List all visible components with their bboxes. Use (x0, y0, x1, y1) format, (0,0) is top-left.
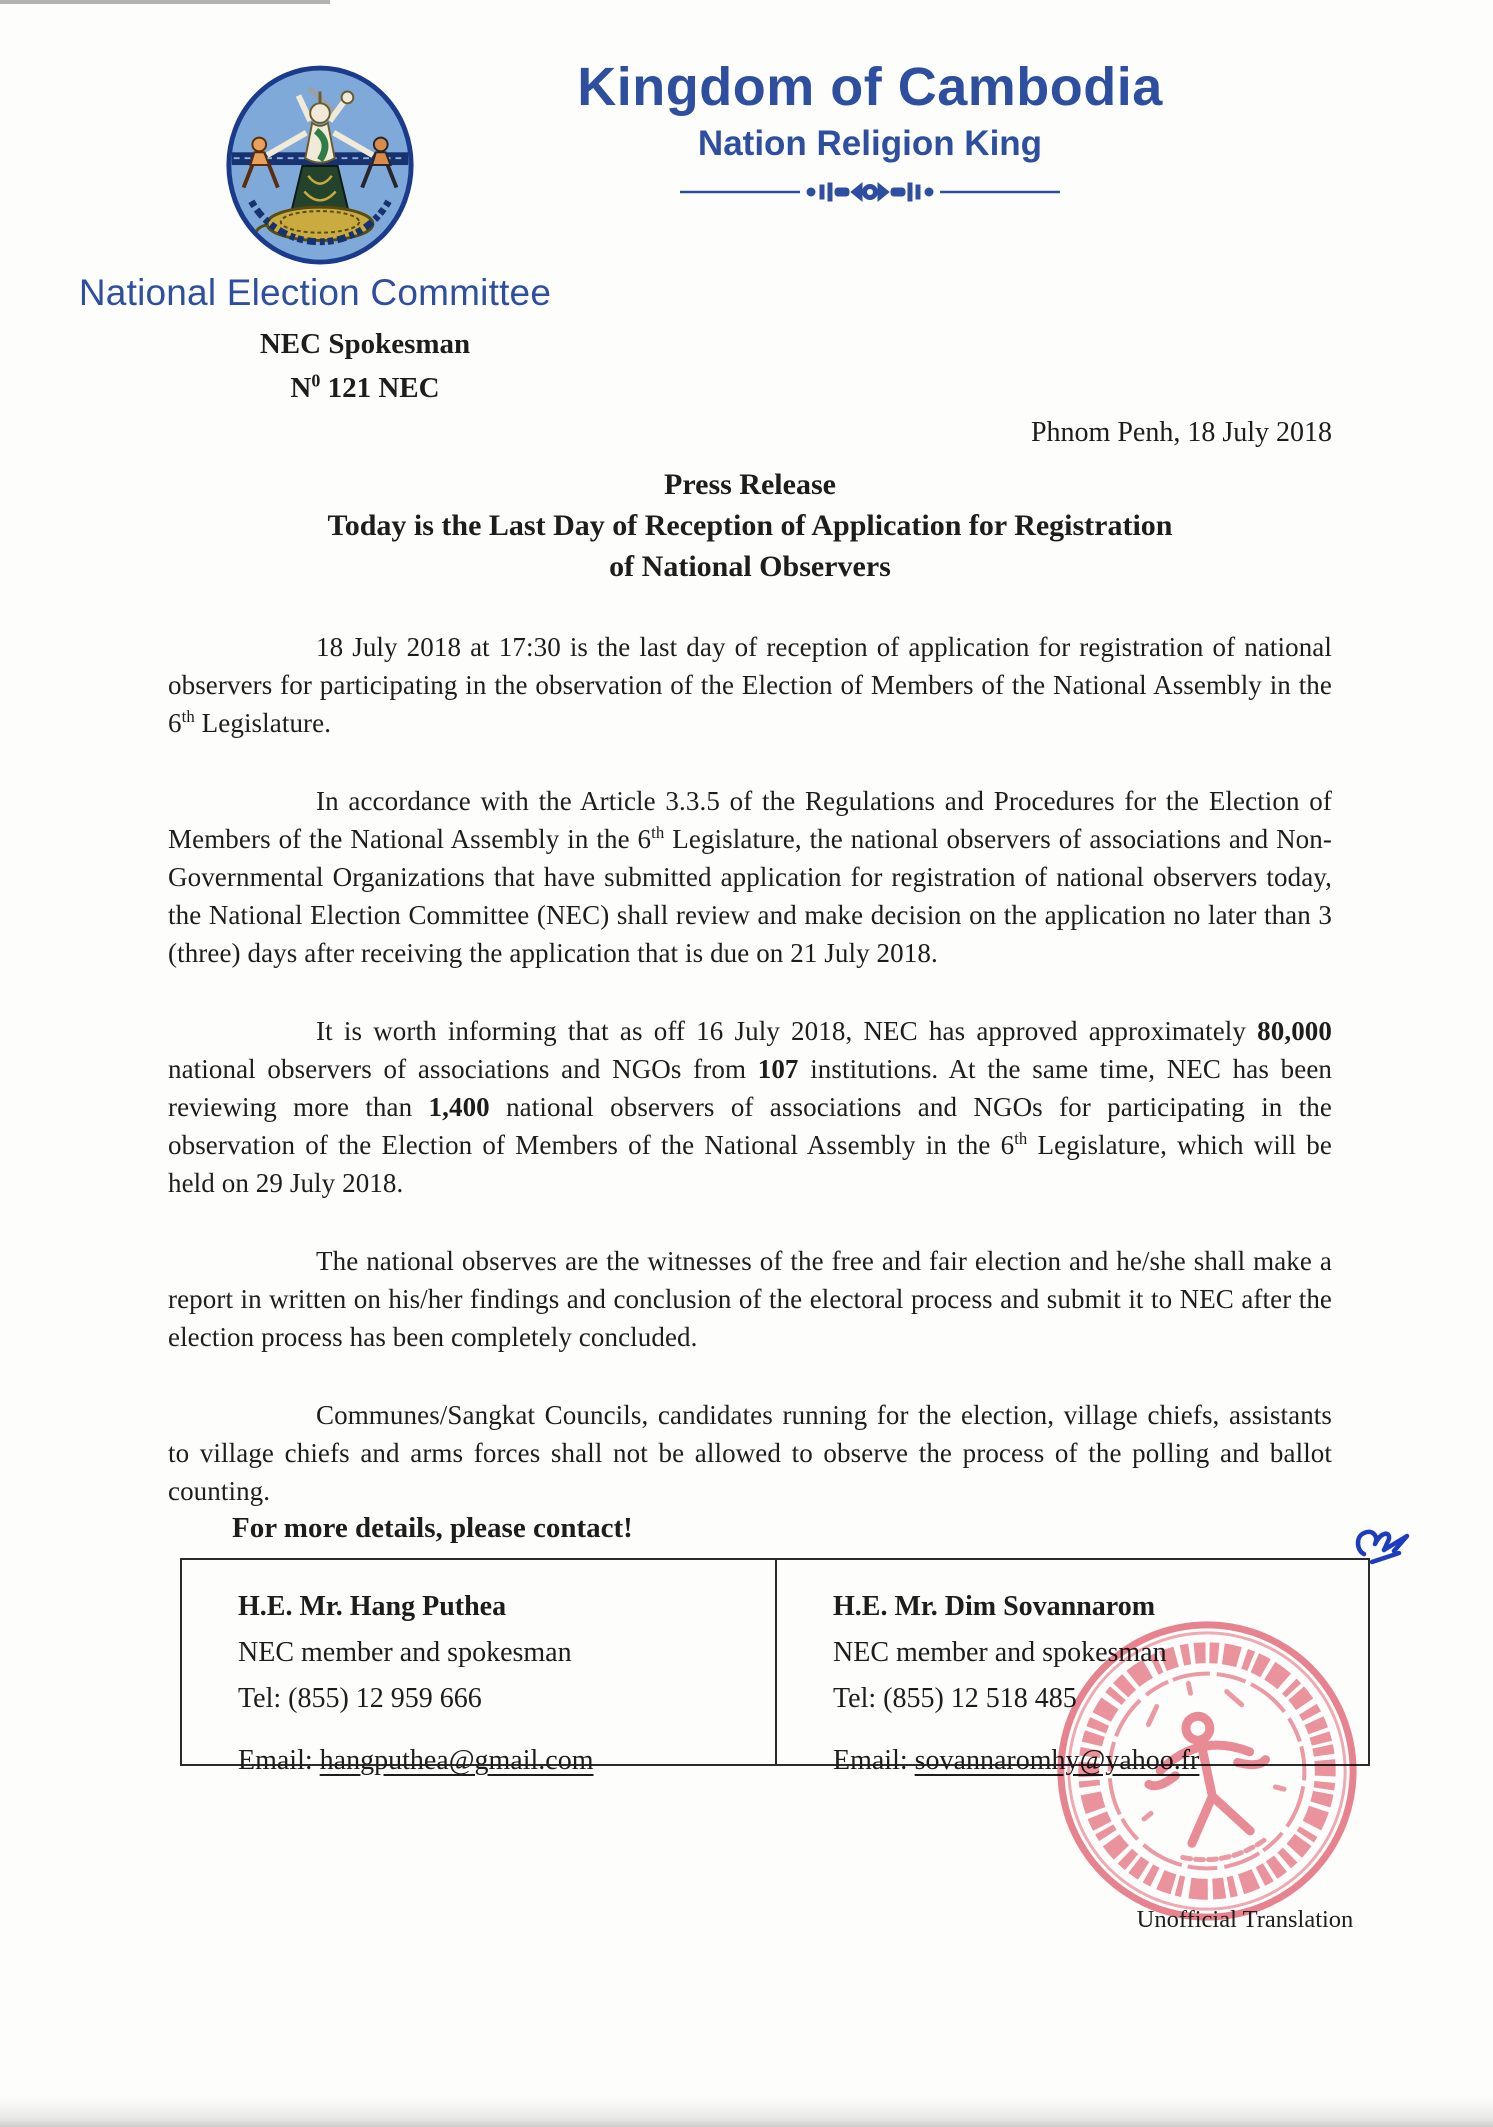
nec-emblem-icon (222, 64, 418, 270)
national-motto: Nation Religion King (697, 124, 1043, 163)
org-name: National Election Committee (78, 272, 552, 313)
contact-right-name: H.E. Mr. Dim Sovannarom (833, 1591, 1156, 1622)
dateline: Phnom Penh, 18 July 2018 (1030, 417, 1332, 448)
contact-right-role: NEC member and spokesman (833, 1637, 1167, 1668)
spokesman-line: NEC Spokesman (259, 328, 471, 360)
paragraph-5: Communes/Sangkat Councils, candidates running for the election, village chiefs, assistants to village chiefs and arms forces shall not be allowed to observe the process of the polling and ballot counting. (168, 1400, 1332, 1506)
kingdom-title: Kingdom of Cambodia (577, 57, 1163, 117)
ornamental-divider-icon (420, 180, 1320, 209)
reference-number: $N^0$ 121 NEC (290, 370, 440, 404)
scan-artifact-bottom (0, 2097, 1493, 2127)
scan-artifact-top (0, 0, 330, 4)
paragraph-4: The national observes are the witnesses of the free and fair election and he/she shall make a report in written on his/her findings and conclusion of the electoral process and submit it to NEC after the election process has been completely concluded. (168, 1246, 1332, 1352)
heading-line-3: of National Observers (609, 550, 891, 583)
heading-line-2: Today is the Last Day of Reception of Application for Registration (327, 509, 1173, 542)
email-address: hangputhea@gmail.com (319, 1745, 594, 1776)
contact-intro: For more details, please contact! (232, 1512, 633, 1544)
email-address: sovannaromhy@yahoo.fr (914, 1745, 1200, 1776)
handwritten-initials-icon (1350, 1516, 1422, 1574)
paragraph-3: It is worth informing that as off 16 July 2018, NEC has approved approximately 80,000 national observers of associations and NGOs from 107 institutions. At the same time, NEC has been reviewing more than 1,400 national observers of associations and NGOs for participating in the observation of the Election of Members of the National Assembly in the 6th Legislature, which will be held on 29 July 2018. (168, 1016, 1332, 1198)
nec-emblem-logo (222, 64, 418, 270)
contact-cell-left (182, 1560, 775, 1776)
heading-line-1: Press Release (664, 468, 836, 501)
contact-left-email: Email: hangputhea@gmail.com (238, 1745, 594, 1776)
contact-right-tel: Tel: (855) 12 518 485 (833, 1683, 1077, 1714)
contact-left-role: NEC member and spokesman (238, 1637, 572, 1668)
nec-red-seal-stamp-icon (1048, 1612, 1366, 1924)
body-text (168, 628, 1332, 1550)
press-release-heading (140, 464, 1360, 587)
paragraph-2: In accordance with the Article 3.3.5 of the Regulations and Procedures for the Election of Members of the National Assembly in the 6th Legislature, the national observers of associations and Non-Governmental Organizations that have submitted application for registration of national observers today, the National Election Committee (NEC) shall review and make decision on the application no later than 3 (three) days after receiving the application that is due on 21 July 2018. (168, 786, 1332, 968)
kingdom-heading-block (420, 56, 1320, 209)
contact-left-tel: Tel: (855) 12 959 666 (238, 1683, 482, 1714)
unofficial-translation-note: Unofficial Translation (1136, 1906, 1354, 1933)
contact-left-name: H.E. Mr. Hang Puthea (238, 1591, 507, 1622)
contact-right-email: Email: sovannaromhy@yahoo.fr (833, 1745, 1200, 1776)
paragraph-1: 18 July 2018 at 17:30 is the last day of reception of application for registration of national observers for participating in the observation of the Election of Members of the National Assembly in the 6th Legislature. (168, 632, 1332, 738)
